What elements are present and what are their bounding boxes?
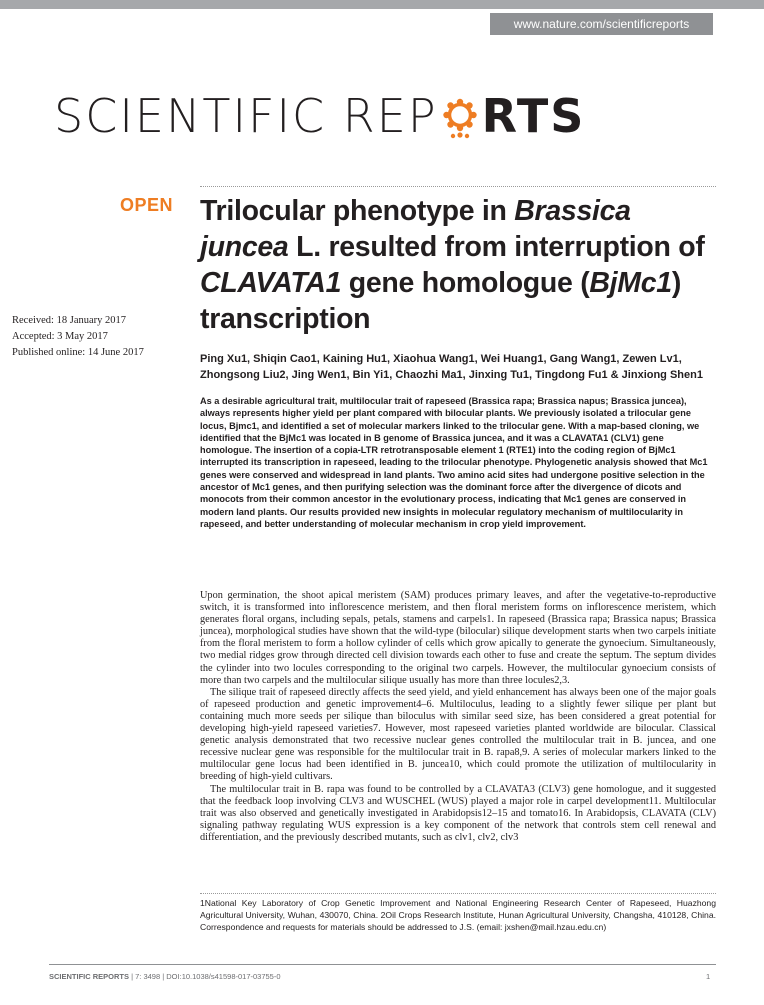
footer-journal: SCIENTIFIC REPORTS: [49, 972, 130, 981]
affiliation-divider: [200, 893, 716, 894]
open-access-label: OPEN: [120, 195, 174, 215]
affiliation-text: 1National Key Laboratory of Crop Genetic Improvement and National Engineering Research Center of Rapeseed, Huazhong Agricultural University, Wuhan, 430070, China. 2Oil Crops Research Institute, Hunan Agricultural University, Changsha, 410128, China. Correspondence and requests for materials should be addressed to J.S. (email:: [200, 898, 716, 932]
journal-url[interactable]: www.nature.com/scientificreports: [490, 13, 713, 35]
author-list: Ping Xu1, Shiqin Cao1, Kaining Hu1, Xiaohua Wang1, Wei Huang1, Gang Wang1, Zewen Lv1, Zhongsong Liu2, Jing Wen1, Bin Yi1, Chaozhi Ma1, Jinxing Tu1, Tingdong Fu1 & Jinxiong Shen1: [200, 353, 703, 381]
footer-citation: [49, 972, 281, 981]
article-body: [200, 590, 716, 844]
abstract: As a desirable agricultural trait, multilocular trait of rapeseed (Brassica rapa; Brassica napus; Brassica juncea), always represents higher yield per plant compared with bilocular plants. We previously isolated a trilocular gene locus, Bjmc1, and identified a set of molecular markers linked to the trilocular gene. With a map-based cloning, we identified that the BjMc1 was located in B genome of Brassica juncea, and it was a CLAVATA1 (CLV1) gene homologue. The insertion of a copia-LTR retrotransposable element 1 (RTE1) into the coding region of BjMc1 interrupted its transcription in rapeseed, leading to the trilocular phenotype. Phylogenetic analysis showed that Mc1 genes were conserved and widespread in land plants. Two amino acid sites had undergone positive selection in the ancestor of Mc1 genes, and then purifying selection was the dominant force after the divergence of dicots and monocots from their common ancestor in the evolutionary process, indicating that Mc1 genes are conserved in modern land plants. Our results provided new insights in molecular regulatory mechanism of multilocularity in rapeseed, and better understanding of molecular mechanism in crop yield improvement.: [200, 396, 708, 529]
top-bar: [0, 0, 764, 9]
received-date: Received: 18 January 2017: [12, 315, 127, 326]
article-dates: [12, 313, 182, 361]
masthead-part2: RTS: [481, 89, 586, 143]
published-date: Published online: 14 June 2017: [12, 347, 144, 358]
body-paragraph: Upon germination, the shoot apical meristem (SAM) produces primary leaves, and after the vegetative-to-reproductive switch, it is transformed into inflorescence meristem, and then floral meristem forms on inflorescence meristem, which generates floral organs, including sepals, petals, stamens and carpels1. In rapeseed (Brassica rapa; Brassica napus; Brassica juncea), morphological studies have shown that the wild-type (bilocular) silique development starts when two carpels initiate from the floral meristem to form a hollow cylinder of cells which grow apically to generate the gynoecium. Simultaneously, two medial ridges grow through directed cell division towards each other to fuse and create the septum. The septum divides the cylinder into two locules corresponding to the original two carpels. However, the multilocular gynoecium consists of more than two carpels and the multilocular silique usually has more than three locules2,3.: [200, 590, 716, 686]
footer-divider: [49, 964, 716, 965]
journal-masthead: [54, 86, 716, 146]
body-paragraph: The multilocular trait in B. rapa was found to be controlled by a CLAVATA3 (CLV3) gene homologue, and it suggested that the feedback loop involving CLV3 and WUSCHEL (WUS) played a major role in carpel development11. Multilocular trait was also observed and genetically investigated in Arabidopsis12–15 and tomato16. In Arabidopsis, CLAVATA (CLV) signaling pathway regulating WUS expression is a key component of the network that controls stem cell renewal and differentiation, and the previously described mutants, such as clv1, clv2, clv3: [200, 783, 716, 843]
body-paragraph: The silique trait of rapeseed directly affects the seed yield, and yield enhancement has always been one of the major goals of rapeseed production and genetic improvement4–6. Multiloculus, leading to a slightly fewer silique per plant but containing much more seeds per silique than biloculus with similar seed size, has been considered a great potential for developing high-yield rapeseed varieties7. However, most rapeseed varieties planted worldwide are bilocular. Classical genetic analysis demonstrated that two recessive nuclear genes controlled the multilocular trait in B. juncea, and one recessive nuclear gene was responsible for the multilocular trait in B. rapa8,9. A series of molecular markers linked to the multilocular gene locus had been identified in B. juncea10, which could promote the utilization of multilocularity in breeding of high-yield cultivars.: [200, 686, 716, 783]
title-species: Brassica juncea: [200, 195, 631, 263]
footer-doi: | 7: 3498 | DOI:10.1038/s41598-017-03755-0: [129, 972, 281, 981]
title-text: ) transcription: [200, 267, 682, 335]
title-text: gene homologue (: [341, 267, 590, 299]
title-gene-symbol: BjMc1: [589, 267, 672, 299]
email-link[interactable]: jxshen@mail.hzau.edu.cn: [504, 921, 604, 932]
title-text: Trilocular phenotype in: [200, 195, 515, 227]
title-text: L. resulted from interruption of: [288, 231, 705, 263]
accepted-date: Accepted: 3 May 2017: [12, 331, 108, 342]
affiliation-close: ): [603, 921, 607, 932]
title-divider: [200, 186, 716, 187]
affiliations: [200, 898, 716, 933]
masthead-part1: SCIENTIFIC REP: [54, 89, 438, 143]
gear-icon: [438, 86, 482, 146]
article-title: [200, 193, 720, 337]
title-gene: CLAVATA1: [200, 267, 342, 299]
page-number: 1: [706, 972, 711, 981]
